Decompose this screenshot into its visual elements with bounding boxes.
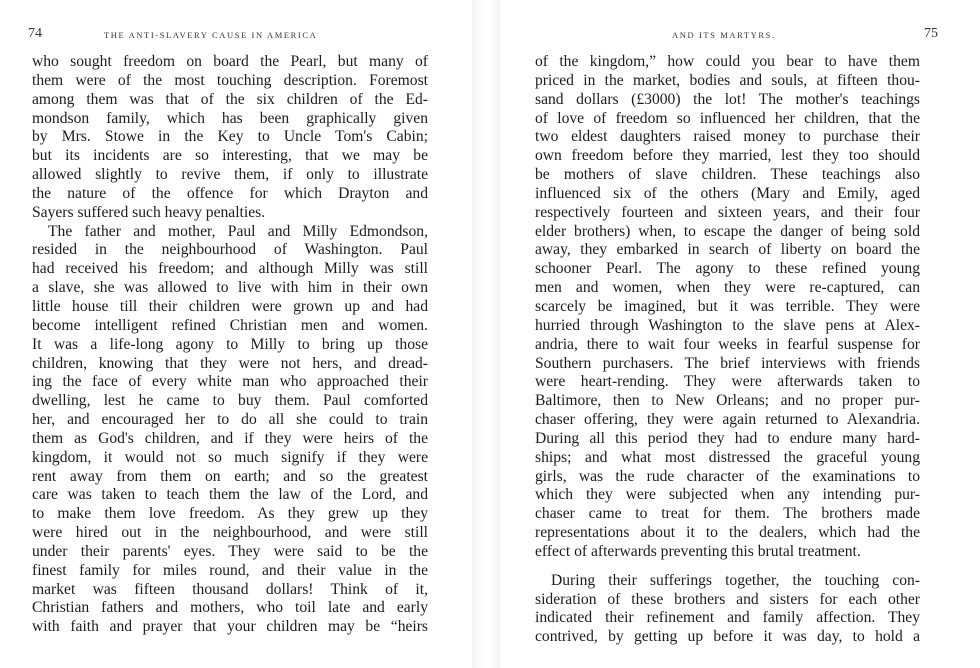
text-line: the nature of the offence for which Drayton and <box>32 184 428 202</box>
text-line: of love of freedom so influenced her children, that the <box>535 109 920 127</box>
body-text <box>535 53 920 647</box>
text-line: Southern purchasers. The brief interviews with friends <box>535 354 920 372</box>
text-line: her, and encouraged her to do all she could to train <box>32 411 428 429</box>
text-line: two eldest daughters raised money to purchase their <box>535 128 920 146</box>
text-line: but its incidents are so interesting, that we may be <box>32 147 428 165</box>
right-page <box>500 0 980 668</box>
running-head: THE ANTI-SLAVERY CAUSE IN AMERICA <box>104 30 318 40</box>
text-line: allowed slightly to revive them, if only to illustrate <box>32 166 428 184</box>
text-line: indicated their refinement and family affection. They <box>535 609 920 627</box>
text-line: be mothers of slave children. These teachings also <box>535 166 920 184</box>
text-line: It was a life-long agony to Milly to bring up those <box>32 335 428 353</box>
text-line: were hired out in the neighbourhood, and were still <box>32 524 428 542</box>
page-number: 74 <box>28 26 42 41</box>
text-line: care was taken to teach them the law of the Lord, and <box>32 486 428 504</box>
text-line: mondson family, which has been graphically given <box>32 109 428 127</box>
text-line: resided in the neighbourhood of Washington. Paul <box>32 241 428 259</box>
text-line: had received his freedom; and although Milly was still <box>32 260 428 278</box>
text-line: respectively fourteen and sixteen years, and their four <box>535 203 920 221</box>
text-line: of the kingdom,” how could you bear to have them <box>535 53 920 70</box>
text-line: by Mrs. Stowe in the Key to Uncle Tom's Cabin; <box>32 128 428 146</box>
text-line: ing the face of every white man who approached their <box>32 373 428 391</box>
text-line: contrived, by getting up before it was day, to hold a <box>535 628 920 646</box>
text-line: among them was that of the six children of the Ed- <box>32 90 428 108</box>
text-line: influenced six of the others (Mary and Emily, aged <box>535 184 920 202</box>
text-line: market was fifteen thousand dollars! Think of it, <box>32 580 428 598</box>
text-line: to make them love freedom. As they grew up they <box>32 505 428 523</box>
text-line: girls, was the rude character of the examinations to <box>535 467 920 485</box>
text-line: schooner Pearl. The agony to these refined young <box>535 260 920 278</box>
book-gutter <box>472 0 500 668</box>
paragraph-start: During their sufferings together, the touching con- <box>551 571 920 589</box>
body-text <box>32 53 428 637</box>
text-line: andria, there to wait four weeks in fearful suspense for <box>535 335 920 353</box>
text-line: hurried through Washington to the slave pens at Alex- <box>535 316 920 334</box>
text-line: away, they embarked in search of liberty on board the <box>535 241 920 259</box>
text-line: priced in the market, bodies and souls, at fifteen thou- <box>535 71 920 89</box>
text-line: During all this period they had to endure many hard- <box>535 429 920 447</box>
running-head: AND ITS MARTYRS. <box>672 30 776 40</box>
text-line: sideration of these brothers and sisters for each other <box>535 590 920 608</box>
text-line: ships; and what most distressed the graceful young <box>535 448 920 466</box>
paragraph-spacer <box>535 562 920 572</box>
text-line: rent away from them on earth; and so the greatest <box>32 467 428 485</box>
left-page <box>0 0 472 668</box>
text-line: sand dollars (£3000) the lot! The mother's teachings <box>535 90 920 108</box>
text-line: own freedom before they married, lest they too should <box>535 147 920 165</box>
text-line: effect of afterwards preventing this brutal treatment. <box>535 542 861 560</box>
text-line: kingdom, it would not so much signify if they were <box>32 448 428 466</box>
text-line: elder brothers) when, to escape the danger of being sold <box>535 222 920 240</box>
text-line: children, knowing that they were not hers, and dread- <box>32 354 428 372</box>
text-line: with faith and prayer that your children may be “heirs <box>32 618 428 636</box>
text-line: them as God's children, and if they were heirs of the <box>32 429 428 447</box>
text-line: representations about it to the dealers, which had the <box>535 524 920 542</box>
text-line: chaser offering, they were again returned to Alexandria. <box>535 411 920 429</box>
text-line: who sought freedom on board the Pearl, but many of <box>32 53 428 70</box>
page-number: 75 <box>924 26 938 41</box>
text-line: Sayers suffered such heavy penalties. <box>32 203 266 221</box>
text-line: a slave, she was allowed to live with him in their own <box>32 279 428 297</box>
paragraph-start: The father and mother, Paul and Milly Edmondson, <box>48 222 428 240</box>
text-line: scarcely be imagined, but it was terrible. They were <box>535 297 920 315</box>
text-line: finest family for miles round, and their value in the <box>32 561 428 579</box>
text-line: become intelligent refined Christian men and women. <box>32 316 428 334</box>
text-line: chaser came to treat for them. The brothers made <box>535 505 920 523</box>
text-line: were heart-rending. They were afterwards taken to <box>535 373 920 391</box>
text-line: little house till their children were grown up and had <box>32 297 428 315</box>
text-line: Christian fathers and mothers, who toil late and early <box>32 599 428 617</box>
text-line: dwelling, lest he came to buy them. Paul comforted <box>32 392 428 410</box>
text-line: them were of the most touching description. Foremost <box>32 71 428 89</box>
text-line: men and women, when they were re-captured, can <box>535 279 920 297</box>
text-line: under their parents' eyes. They were said to be the <box>32 542 428 560</box>
text-line: which they were subjected when any intending pur- <box>535 486 920 504</box>
text-line: Baltimore, then to New Orleans; and no proper pur- <box>535 392 920 410</box>
